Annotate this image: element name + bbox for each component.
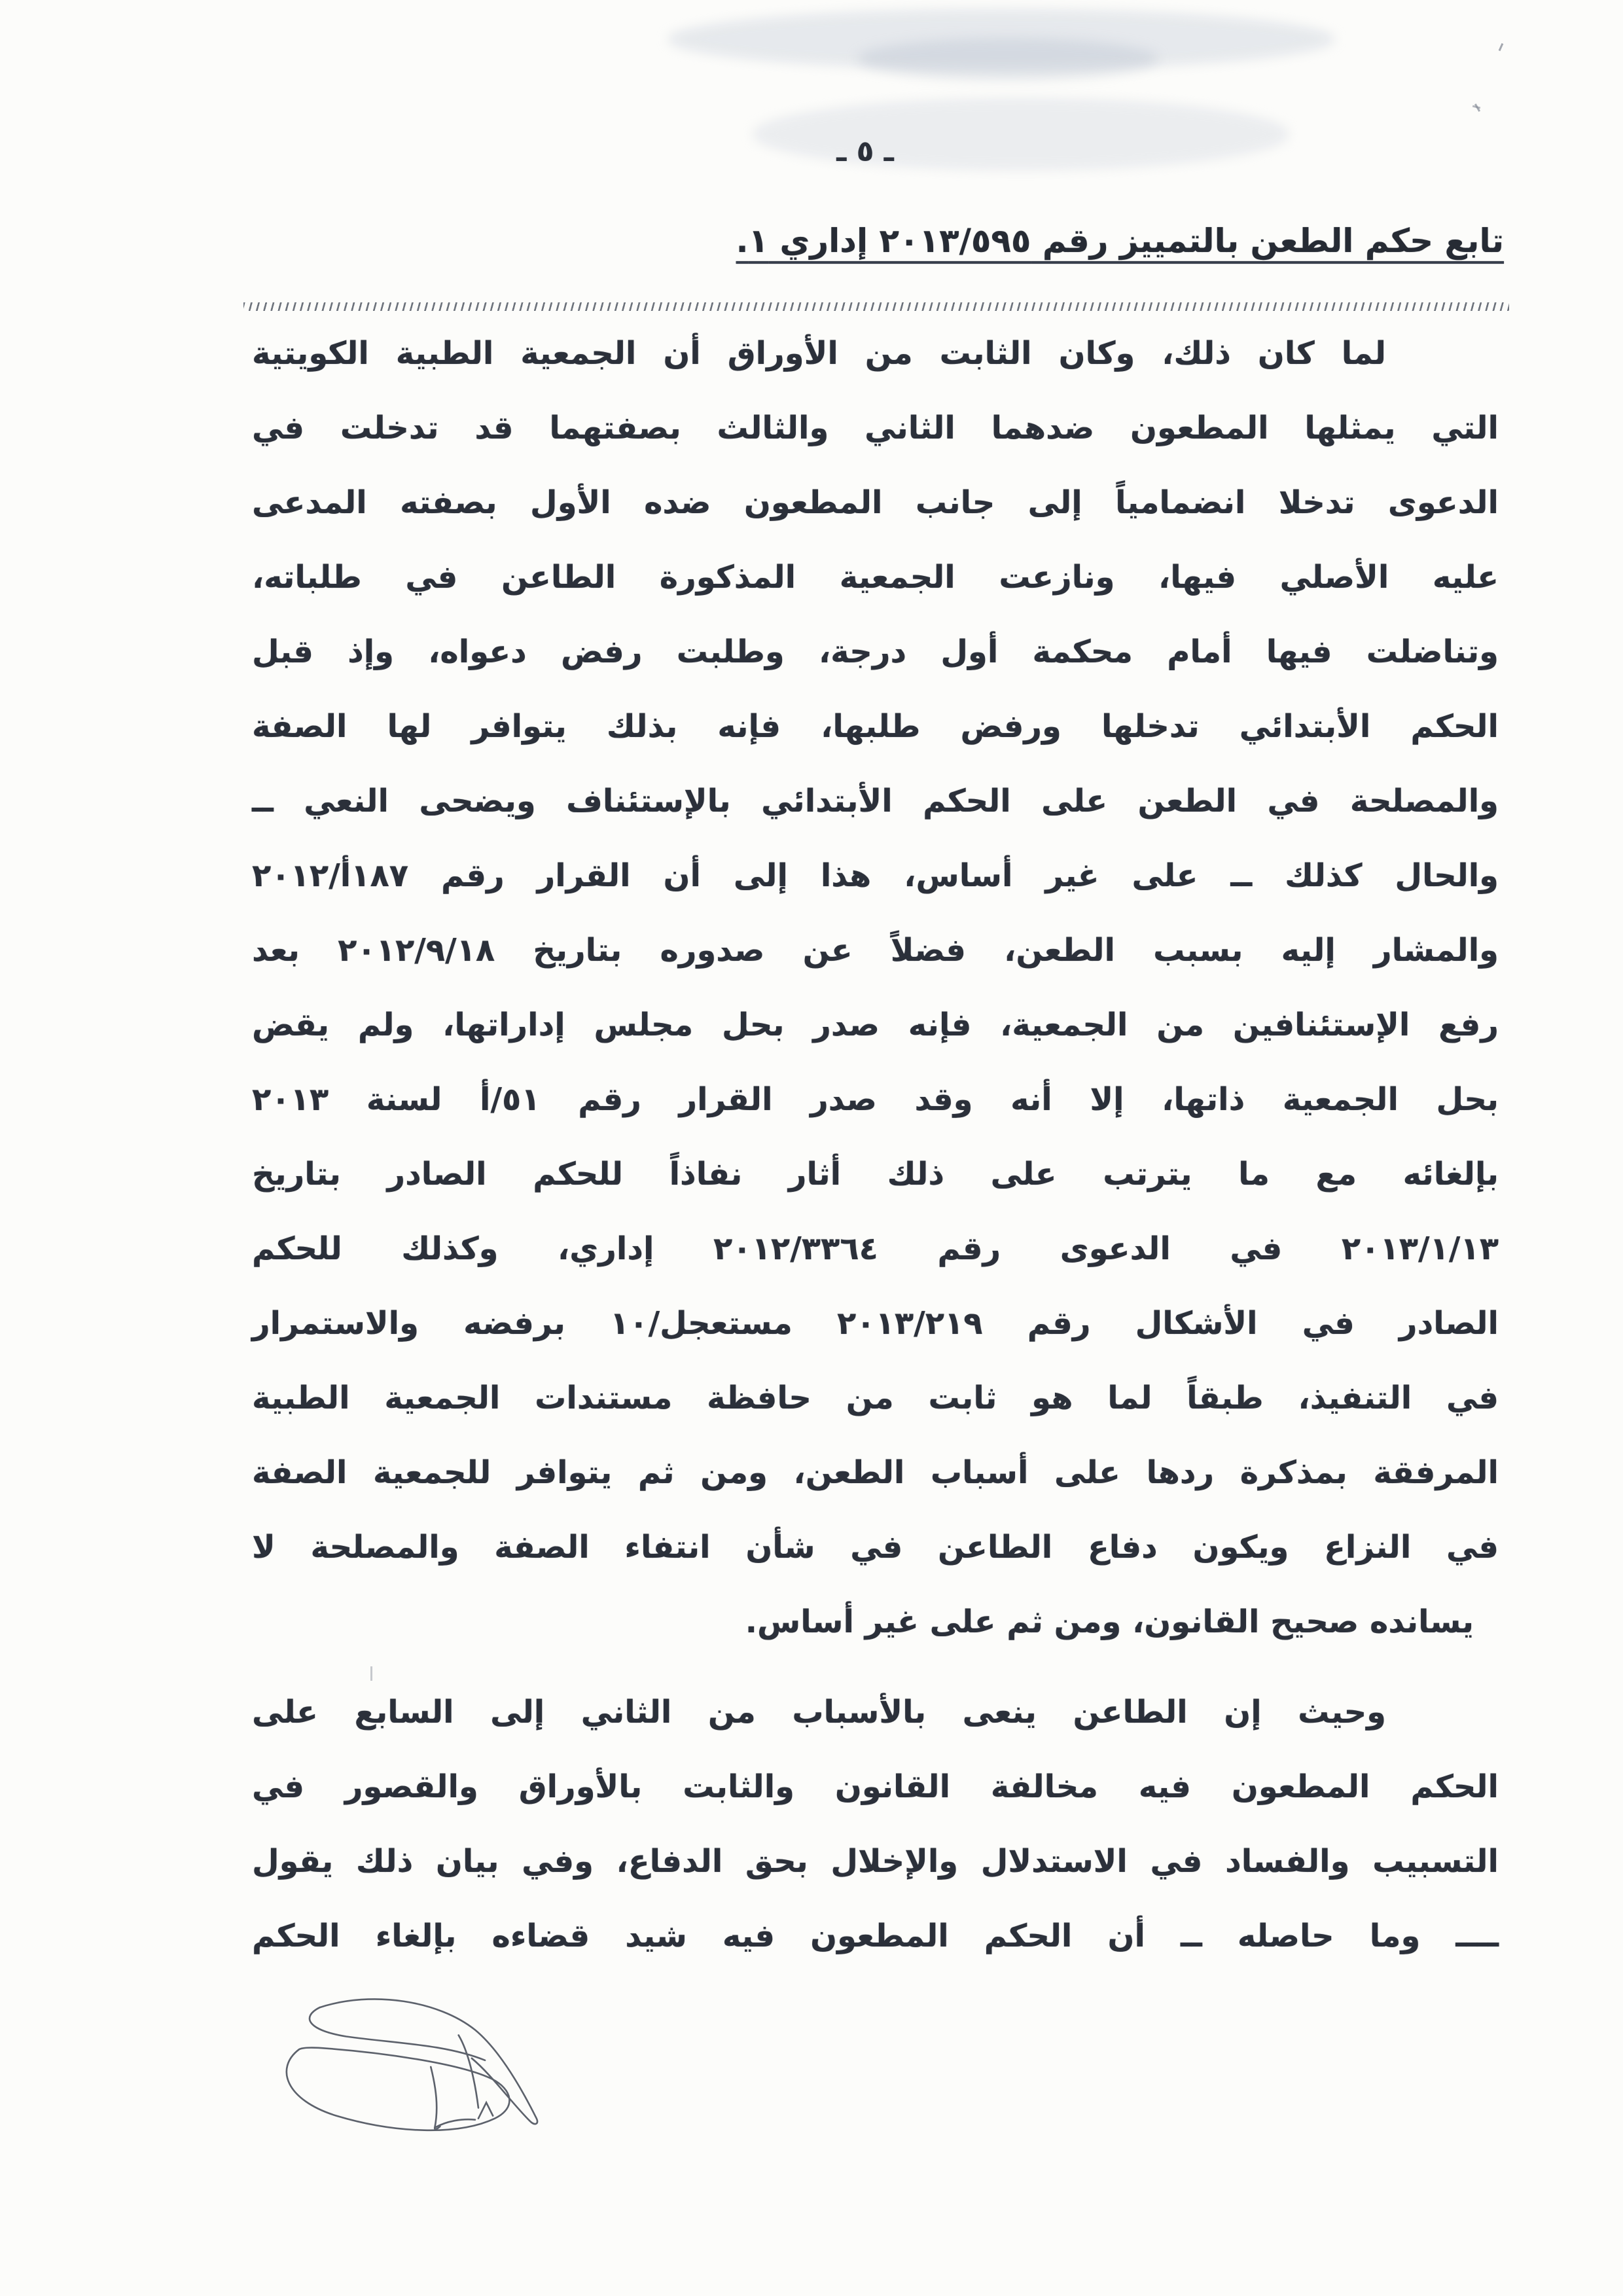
body-line: التسبيب والفساد في الاستدلال والإخلال بحق الدفاع، وفي بيان ذلك يقول — [252, 1843, 1499, 1880]
body-line: التي يمثلها المطعون ضدهما الثاني والثالث بصفتهما قد تدخلت في — [252, 410, 1499, 446]
handwritten-signature — [274, 1988, 551, 2155]
body-line: وحيث إن الطاعن ينعى بالأسباب من الثاني إلى السابع على — [252, 1694, 1386, 1731]
paragraph — [252, 1675, 1499, 1973]
scan-speck — [1499, 43, 1504, 51]
scan-smudge — [753, 98, 1289, 170]
body-line: بإلغائه مع ما يترتب على ذلك أثار نفاذاً للحكم الصادر بتاريخ — [252, 1156, 1499, 1193]
body-line: ــــ وما حاصله ــ أن الحكم المطعون فيه شيد قضاءه بإلغاء الحكم — [252, 1918, 1499, 1954]
body-line: عليه الأصلي فيها، ونازعت الجمعية المذكورة الطاعن في طلباته، — [252, 559, 1499, 596]
body-line: والمصلحة في الطعن على الحكم الأبتدائي بالإستئناف ويضحى النعي ــ — [252, 783, 1499, 819]
dashed-separator — [243, 302, 1509, 311]
body-line: في النزاع ويكون دفاع الطاعن في شأن انتفاء الصفة والمصلحة لا — [252, 1529, 1499, 1566]
body-line: ٢٠١٣/١/١٣ في الدعوى رقم ٢٠١٢/٣٣٦٤ إداري، وكذلك للحكم — [252, 1230, 1499, 1267]
body-line: يسانده صحيح القانون، ومن ثم على غير أساس. — [745, 1604, 1474, 1640]
body-line: في التنفيذ، طبقاً لما هو ثابت من حافظة مستندات الجمعية الطبية — [252, 1380, 1499, 1416]
body-line: الحكم المطعون فيه مخالفة القانون والثابت بالأوراق والقصور في — [252, 1768, 1499, 1805]
body-line: المرفقة بمذكرة ردها على أسباب الطعن، ومن ثم يتوافر للجمعية الصفة — [252, 1454, 1499, 1491]
document-header — [736, 213, 1504, 268]
body-line: والمشار إليه بسبب الطعن، فضلاً عن صدوره بتاريخ ٢٠١٢/٩/١٨ بعد — [252, 932, 1499, 969]
body-line: الصادر في الأشكال رقم ٢٠١٣/٢١٩ مستعجل/١٠ برفضه والاستمرار — [252, 1305, 1499, 1342]
body-line: بحل الجمعية ذاتها، إلا أنه وقد صدر القرار رقم ٥١/أ لسنة ٢٠١٣ — [252, 1081, 1499, 1118]
body-line: الحكم الأبتدائي تدخلها ورفض طلبها، فإنه بذلك يتوافر لها الصفة — [252, 708, 1499, 745]
body-line: لما كان ذلك، وكان الثابت من الأوراق أن الجمعية الطبية الكويتية — [252, 335, 1386, 372]
scan-smudge — [857, 38, 1158, 80]
header-title: تابع حكم الطعن بالتمييز رقم ٢٠١٣/٥٩٥ إداري ١. — [736, 222, 1504, 260]
body-line: الدعوى تدخلا انضمامياً إلى جانب المطعون ضده الأول بصفته المدعى — [252, 484, 1499, 521]
paragraph — [252, 316, 1499, 1659]
body-line: رفع الإستئنافين من الجمعية، فإنه صدر بحل مجلس إداراتها، ولم يقض — [252, 1007, 1499, 1043]
page-number: ـ ٥ ـ — [836, 135, 894, 168]
body-text — [252, 316, 1499, 1973]
body-line: والحال كذلك ــ على غير أساس، هذا إلى أن القرار رقم ١٨٧أ/٢٠١٢ — [252, 857, 1499, 894]
body-line: وتناضلت فيها أمام محكمة أول درجة، وطلبت رفض دعواه، وإذ قبل — [252, 634, 1499, 670]
